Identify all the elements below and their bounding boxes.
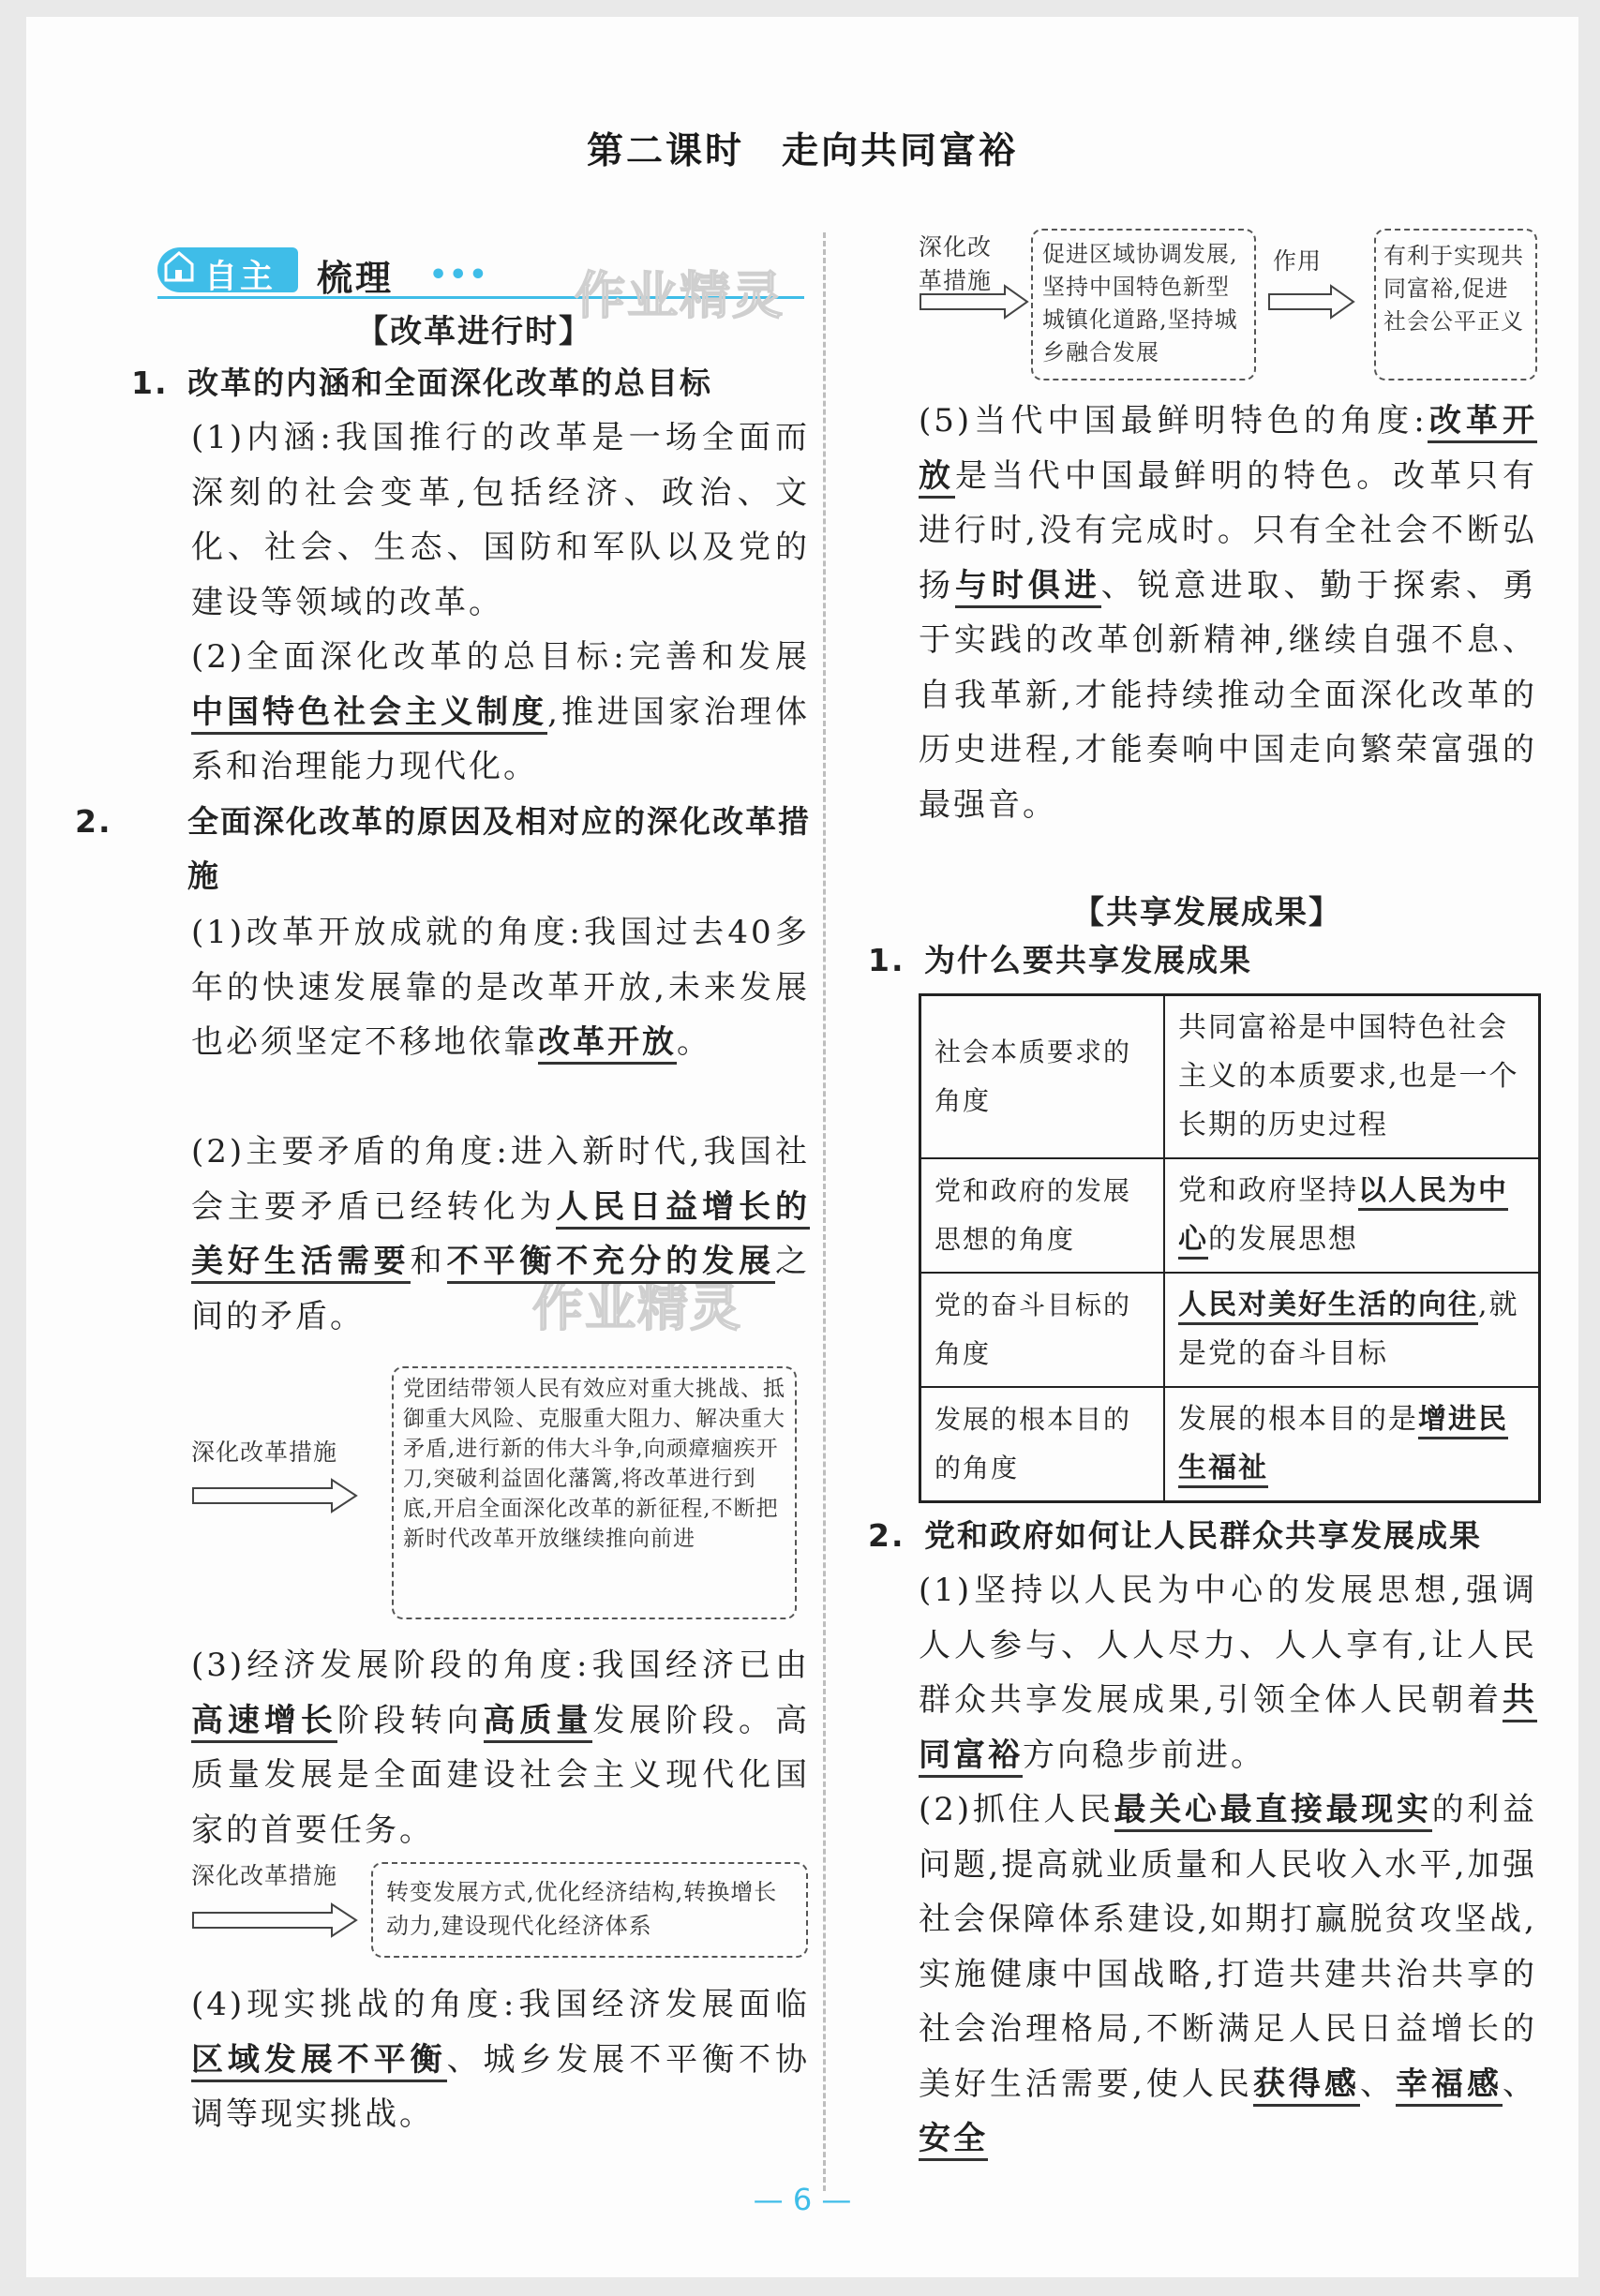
table-cell-answer: 人民对美好生活的向往,就是党的奋斗目标 [1164, 1273, 1540, 1387]
page-title: 第二课时 走向共同富裕 [586, 130, 1019, 172]
table-cell-angle: 发展的根本目的的角度 [920, 1387, 1165, 1502]
flow-box: 党团结带领人民有效应对重大挑战、抵御重大风险、克服重大阻力、解决重大矛盾,进行新的伟大斗争,向顽瘴痼疾开刀,突破利益固化藩篱,将改革进行到底,开启全面深化改革的新征程,不断把新时代改革开放继续推向前进 [392, 1366, 797, 1619]
table-cell-angle: 党的奋斗目标的角度 [920, 1273, 1165, 1387]
page [26, 17, 1578, 2277]
heading-2: 2. 全面深化改革的原因及相对应的深化改革措施 [75, 803, 811, 894]
table-cell-answer: 党和政府坚持以人民为中心的发展思想 [1164, 1158, 1540, 1273]
table-cell-angle: 党和政府的发展思想的角度 [920, 1158, 1165, 1273]
arrow-right-icon [191, 1477, 360, 1514]
house-icon [163, 249, 195, 283]
table-cell-answer: 发展的根本目的是增进民生福祉 [1164, 1387, 1540, 1502]
para-achievement: (1)改革开放成就的角度:我国过去40多年的快速发展靠的是改革开放,未来发展也必须坚定不移地依靠改革开放。 [191, 905, 810, 1070]
badge-title: 梳理 [317, 258, 395, 299]
arrow-right-icon [919, 283, 1031, 321]
para-connotation: (1)内涵:我国推行的改革是一场全面而深刻的社会变革,包括经济、政治、文化、社会、生态、国防和军队以及党的建设等领域的改革。 [191, 419, 810, 621]
heading-4: 2. 党和政府如何让人民群众共享发展成果 [868, 1517, 1482, 1554]
page-number: — 6 — [753, 2182, 852, 2217]
column-divider [823, 232, 826, 2191]
para-distinct-feature: (5)当代中国最鲜明特色的角度:改革开放是当代中国最鲜明的特色。改革只有进行时,没有完成时。只有全社会不断弘扬与时俱进、锐意进取、勤于探索、勇于实践的改革创新精神,继续自强不息、自我革新,才能持续推动全面深化改革的历史进程,才能奏响中国走向繁荣富强的最强音。 [919, 402, 1537, 824]
reform-measures-flow-3 [919, 212, 1537, 380]
para-people-centered: (1)坚持以人民为中心的发展思想,强调人人参与、人人尽力、人人享有,让人民群众共享发展成果,引领全体人民朝着共同富裕方向稳步前进。 [919, 1563, 1537, 1782]
para-contradiction: (2)主要矛盾的角度:进入新时代,我国社会主要矛盾已经转化为人民日益增长的美好生活需要和不平衡不充分的发展之间的矛盾。 [191, 1133, 810, 1335]
table-row [920, 995, 1540, 1159]
table-cell-angle: 社会本质要求的角度 [920, 995, 1165, 1159]
arrow-right-icon [1267, 283, 1357, 321]
badge-label: 自主 [204, 259, 277, 296]
arrow-right-icon [191, 1901, 360, 1939]
para-economic-stage: (3)经济发展阶段的角度:我国经济已由高速增长阶段转向高质量发展阶段。高质量发展是全面建设社会主义现代化国家的首要任务。 [191, 1647, 810, 1849]
section-heading-reform: 【改革进行时】 [356, 313, 592, 350]
para-real-challenge: (4)现实挑战的角度:我国经济发展面临区域发展不平衡、城乡发展不平衡不协调等现实挑战。 [191, 1986, 810, 2133]
flow-label: 深化改革措施 [191, 1439, 338, 1466]
flow-label: 深化改革措施 [191, 1862, 338, 1889]
heading-1: 1. 改革的内涵和全面深化改革的总目标 [131, 365, 712, 401]
reasons-table [919, 993, 1541, 1503]
badge-dots: ••• [429, 259, 489, 291]
reform-measures-flow-2 [191, 1858, 810, 1960]
table-cell-answer: 共同富裕是中国特色社会主义的本质要求,也是一个长期的历史过程 [1164, 995, 1540, 1159]
section-heading-sharing: 【共享发展成果】 [1072, 894, 1342, 932]
para-general-goal: (2)全面深化改革的总目标:完善和发展中国特色社会主义制度,推进国家治理体系和治理能力现代化。 [191, 638, 811, 785]
watermark: 作业精灵 [575, 266, 785, 325]
table-row [920, 1158, 1540, 1273]
table-row [920, 1273, 1540, 1387]
flow-box: 转变发展方式,优化经济结构,转换增长动力,建设现代化经济体系 [371, 1862, 808, 1958]
heading-3: 1. 为什么要共享发展成果 [868, 942, 1252, 978]
flow-result-box: 有利于实现共同富裕,促进社会公平正义 [1374, 229, 1537, 380]
watermark: 作业精灵 [532, 1278, 742, 1337]
flow-label: 深化改革措施 [919, 233, 993, 294]
para-interests: (2)抓住人民最关心最直接最现实的利益问题,提高就业质量和人民收入水平,加强社会保障体系建设,如期打赢脱贫攻坚战,实施健康中国战略,打造共建共治共享的社会治理格局,不断满足人民日益增长的美好生活需要,使人民获得感、幸福感、安全 [919, 1782, 1537, 2167]
reform-measures-flow-1 [191, 1366, 810, 1619]
flow-mid-label: 作用 [1273, 247, 1323, 275]
table-row [920, 1387, 1540, 1502]
flow-box: 促进区域协调发展,坚持中国特色新型城镇化道路,坚持城乡融合发展 [1031, 229, 1256, 380]
